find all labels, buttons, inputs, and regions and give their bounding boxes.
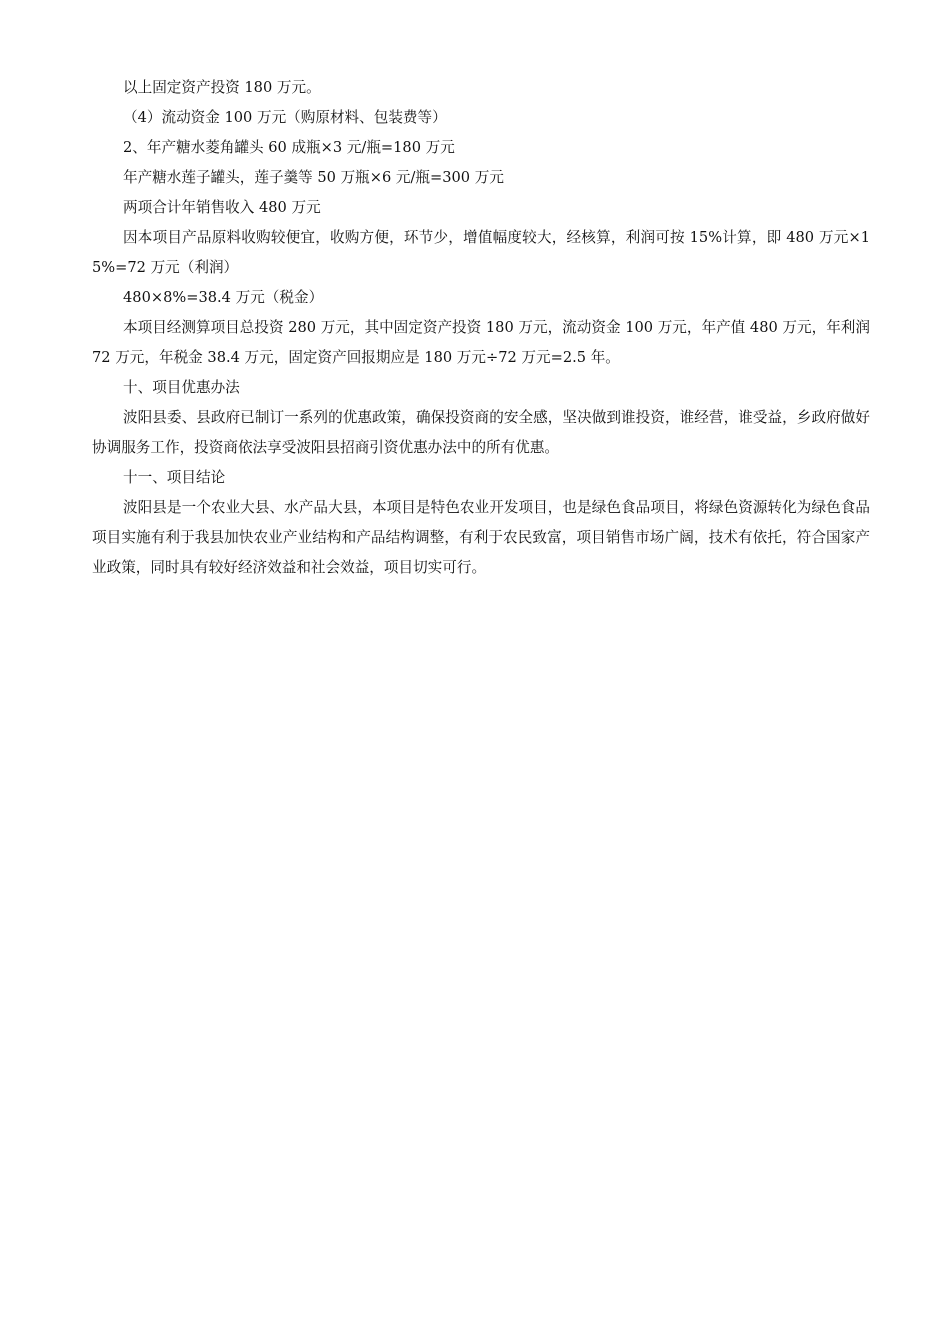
- paragraph-working-capital: （4）流动资金 100 万元（购原材料、包装费等）: [123, 109, 447, 126]
- paragraph-lotus-seed-output: 年产糖水莲子罐头，莲子羹等 50 万瓶×6 元/瓶=300 万元: [123, 169, 504, 186]
- paragraph-profit-calculation: 因本项目产品原料收购较便宜，收购方便，环节少，增值幅度较大，经核算，利润可按 15%计算，即 480 万元×15%=72 万元（利润）: [92, 229, 870, 276]
- paragraph-water-chestnut-output: 2、年产糖水菱角罐头 60 成瓶×3 元/瓶=180 万元: [123, 139, 455, 156]
- paragraph-fixed-asset-total: 以上固定资产投资 180 万元。: [123, 79, 321, 96]
- document-body: [92, 73, 870, 583]
- paragraph-preferential-policies: 波阳县委、县政府已制订一系列的优惠政策，确保投资商的安全感，坚决做到谁投资，谁经营，谁受益，乡政府做好协调服务工作，投资商依法享受波阳县招商引资优惠办法中的所有优惠。: [92, 409, 870, 456]
- paragraph-total-revenue: 两项合计年销售收入 480 万元: [123, 199, 321, 216]
- section-heading-preferential-measures: 十、项目优惠办法: [123, 379, 240, 396]
- section-heading-conclusion: 十一、项目结论: [123, 469, 226, 486]
- paragraph-tax-calculation: 480×8%=38.4 万元（税金）: [123, 289, 324, 306]
- paragraph-conclusion: 波阳县是一个农业大县、水产品大县，本项目是特色农业开发项目，也是绿色食品项目，将绿色资源转化为绿色食品项目实施有利于我县加快农业产业结构和产品结构调整，有利于农民致富，项目销售市场广阔，技术有依托，符合国家产业政策，同时具有较好经济效益和社会效益，项目切实可行。: [92, 499, 870, 576]
- paragraph-investment-summary: 本项目经测算项目总投资 280 万元，其中固定资产投资 180 万元，流动资金 100 万元，年产值 480 万元，年利润 72 万元，年税金 38.4 万元，固定资产回报期应是 180 万元÷72 万元=2.5 年。: [92, 319, 870, 366]
